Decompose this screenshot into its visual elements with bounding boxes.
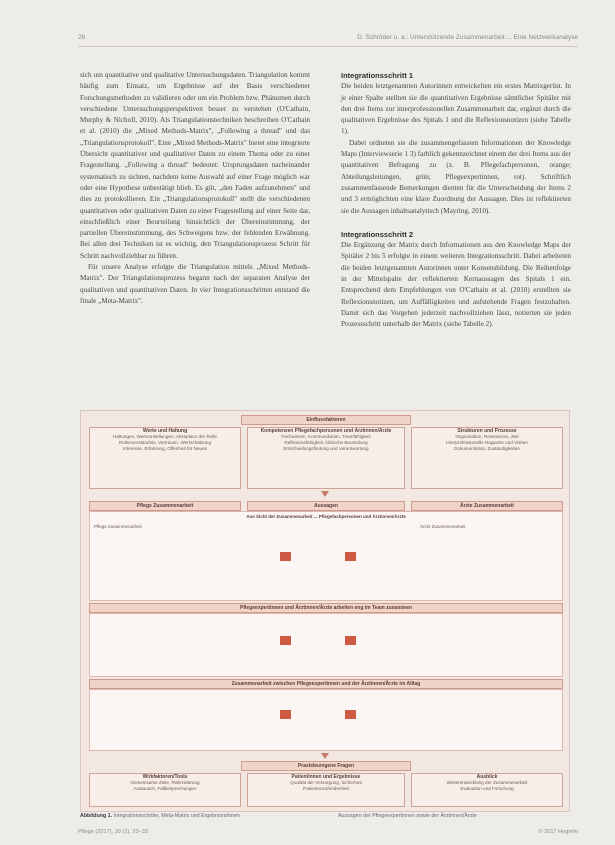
panel-1-right-text: Ärzte Zusammenarbeit	[420, 524, 466, 529]
middle-bar: Aussagen	[247, 501, 405, 511]
top-box-values-line-2: Rollenverständnis, Vertrauen, Wertschätzung	[118, 440, 212, 445]
left-column	[80, 70, 310, 307]
top-box-structures-line-3: Dokumentation, Zuständigkeiten	[454, 446, 520, 451]
bottom-box-outlook	[411, 773, 563, 807]
bottom-box-patients-line-1: Qualität der Versorgung, Sicherheit	[290, 780, 362, 785]
chart-bar-2a	[280, 636, 291, 645]
section-bar-3: Zusammenarbeit zwischen Pflegeexpertinnen und der Ärztinnen/Ärzte im Alltag	[89, 679, 563, 689]
chart-bar-1a	[280, 552, 291, 561]
row-label-left: Pflege Zusammenarbeit	[89, 501, 241, 511]
bottom-box-tools-line-2: Austausch, Fallbesprechungen	[133, 786, 197, 791]
right-column	[341, 70, 571, 331]
top-box-values-line-3: Interesse, Erfahrung, Offenheit für Neues	[123, 446, 207, 451]
row-label-right: Ärzte Zusammenarbeit	[411, 501, 563, 511]
caption-right-text: Aussagen der Pflegeexpertinnen sowie der Ärztinnen/Ärzte	[338, 813, 477, 819]
matrix-panel-2	[89, 613, 563, 677]
top-box-competencies-title: Kompetenzen Pflegefachpersonen und Ärztinnen/Ärzte	[260, 428, 392, 434]
bottom-box-patients-title: Patientinnen und Ergebnisse	[291, 774, 361, 780]
bottom-box-patients	[247, 773, 405, 807]
panel-1-left-text: Pflege Zusammenarbeit	[94, 524, 142, 529]
right-paragraph-2: Dabei ordneten sie die zusammengefassten Informationen der Knowledge Maps (Interviewserie 1 3) farblich gekennzeichnet einem der drei Items aus der quantitativen Befragung zu (z. B. Pflegefachpersonen, orange; Abteilungsleitungen, grün; Pflegeexpertinnen, rot). Schriftlich zusammenfassende Bemerkungen dienten für die Unterscheidung der Items 2 und 3 ermöglichten eine klare Zuordnung der Aussagen. Dies ist reflektierten sie die Aussagen inhaltsanalytisch (Mayring, 2010).	[341, 138, 571, 215]
bottom-box-outlook-line-1: Weiterentwicklung der Zusammenarbeit	[446, 780, 528, 785]
chart-bar-3b	[345, 710, 356, 719]
footer-citation: Pflege (2017), 30 (1), 23–33	[78, 829, 148, 835]
running-header	[78, 34, 578, 47]
bottom-box-tools	[89, 773, 241, 807]
bottom-box-tools-title: Wirkfaktoren/Tools	[142, 774, 188, 780]
matrix-panel-3	[89, 689, 563, 751]
right-paragraph-1: Die beiden letztgenannten Autorinnen entwickelten ein erstes Matrixgerüst. In je einer Spalte stellten sie die quantitativen Ergebnisse sämtlicher Spitäler mit den drei Items zur interprofessionellen Zusammenarbeit dar, ergänzt durch die qualitativen Ergebnisse des Spitals 1 und die Reflexionsnotizen (siehe Tabelle 1).	[341, 82, 571, 136]
matrix-panel-1	[89, 511, 563, 601]
top-box-structures-line-2: Interprofessionelle Rapporte und Visiten	[446, 440, 528, 445]
page-footer	[78, 829, 578, 835]
top-box-values-title: Werte und Haltung	[142, 428, 188, 434]
figure-top-bar: Einflussfaktoren	[241, 415, 411, 425]
down-arrow-icon	[321, 491, 329, 497]
page-number: 26	[78, 34, 86, 41]
bottom-box-patients-line-2: Patientenzufriedenheit	[303, 786, 349, 791]
caption-text: Integrationsschritte, Meta-Matrix und Ergebnisrahmen	[113, 813, 240, 819]
chart-bar-2b	[345, 636, 356, 645]
top-box-competencies-line-1: Fachwissen, Kommunikation, Teamfähigkeit	[281, 434, 371, 439]
top-box-competencies-line-2: Reflexionsfähigkeit, klinische Beurteilung	[284, 440, 368, 445]
figure-caption	[80, 813, 568, 819]
figure-meta-matrix	[80, 410, 570, 812]
bottom-bar: Praxisbezogene Fragen	[241, 761, 411, 771]
bottom-box-outlook-line-2: Evaluation und Forschung	[460, 786, 514, 791]
section-bar-2: Pflegeexpertinnen und Ärztinnen/Ärzte arbeiten eng im Team zusammen	[89, 603, 563, 613]
bottom-box-tools-line-1: Gemeinsame Ziele, Rollenklärung	[130, 780, 200, 785]
right-paragraph-3: Die Ergänzung der Matrix durch Informationen aus den Knowledge Maps der Spitäler 2 bis 5 erfolgte in einem weiteren Integrationsschritt. Dabei arbeiteten die beiden letztgenannten Autorinnen unter Konsensbildung. Die Reihenfolge in der Mittelspalte der reflektierten Kernaussagen des Spitals 1 ein. Entsprechend dem Empfehlungen von O'Cathain et al. (2010) erstellten sie Reflexionsnotizen, um Auffälligkeiten und aufstehende Fragen festzuhalten. Damit sich das Vorgehen jederzeit nachvollziehen lässt, notierten sie jeden Prozessschritt unterhalb der Matrix (siehe Tabelle 2).	[341, 241, 571, 329]
top-box-competencies	[247, 427, 405, 489]
caption-label: Abbildung 1.	[80, 813, 113, 819]
top-box-values-line-1: Haltungen, Wertvorstellungen, Akzeptanz der Rolle	[113, 434, 217, 439]
running-title: D. Schröder u. a.: Unterstützende Zusammenarbeit ... Eine Netzwerkanalyse	[357, 34, 578, 41]
section-heading-1: Integrationsschritt 1	[341, 71, 414, 80]
top-box-competencies-line-3: Entscheidungsfindung und Verantwortung	[283, 446, 369, 451]
section-heading-2: Integrationsschritt 2	[341, 229, 414, 239]
chart-bar-3a	[280, 710, 291, 719]
top-box-structures	[411, 427, 563, 489]
section-bar-1: Aus Sicht der Zusammenarbeit ... Pflegefachpersonen und Ärztinnen/Ärzte	[246, 514, 406, 519]
top-box-structures-title: Strukturen und Prozesse	[457, 428, 517, 434]
top-box-structures-line-1: Organisation, Ressourcen, Zeit	[455, 434, 519, 439]
left-paragraph-1: sich um quantitative und qualitative Untersuchungsdaten. Triangulation kommt häufig zum Einsatz, um Ergebnisse auf der Basis verschiedener Forschungsmethoden zu validieren oder um ein Problem bzw. Phänomen durch verschiedene Untersuchungsperspektiven besser zu verstehen (O'Cathain, Murphy & Nicholl, 2010). Als Triangulationstechniken beschreiben O'Cathain et al. (2010) die „Mixed Methods-Matrix", „Following a thread" und das „Triangulationsprotokoll". Eine „Mixed Methods-Matrix" bietet eine integrierte Übersicht quantitativer und qualitativer Daten zu einem Thema oder zu einer Fragestellung. „Following a thread" bedeutet: Ursprungsdaten nacheinander systematisch zu sichten, nachdem keine Auswahl auf einer Frage möglich war oder eine Hypothese unbestätigt blieb. Es gilt, „den Faden aufzunehmen" und dies zu protokollieren. Ein „Triangulationsprotokoll" stellt die verschiedenen quantitativen oder qualitativen Daten zu einer Fragestellung auf einer Seite dar, einschließlich einer Beurteilung hinsichtlich der Übereinstimmung, der partiellen Übereinstimmung, des Schweigens bzw. der fehlenden Erwähnung. Bei allen drei Techniken ist es wichtig, den Triangulationsprozess Schritt für Schritt nachvollziehbar zu führen.	[80, 71, 310, 260]
left-paragraph-2: Für unsere Analyse erfolgte die Triangulation mittels „Mixed Methods-Matrix". Der Triangulationsprozess begann nach der separaten Analyse der qualitativen und quantitativen Daten. In vier Integrationsschritten entstand die finale „Meta-Matrix".	[80, 263, 310, 305]
down-arrow-icon-2	[321, 753, 329, 759]
top-box-values	[89, 427, 241, 489]
bottom-box-outlook-title: Ausblick	[476, 774, 498, 780]
chart-bar-1b	[345, 552, 356, 561]
footer-copyright: © 2017 Hogrefe	[538, 829, 578, 835]
